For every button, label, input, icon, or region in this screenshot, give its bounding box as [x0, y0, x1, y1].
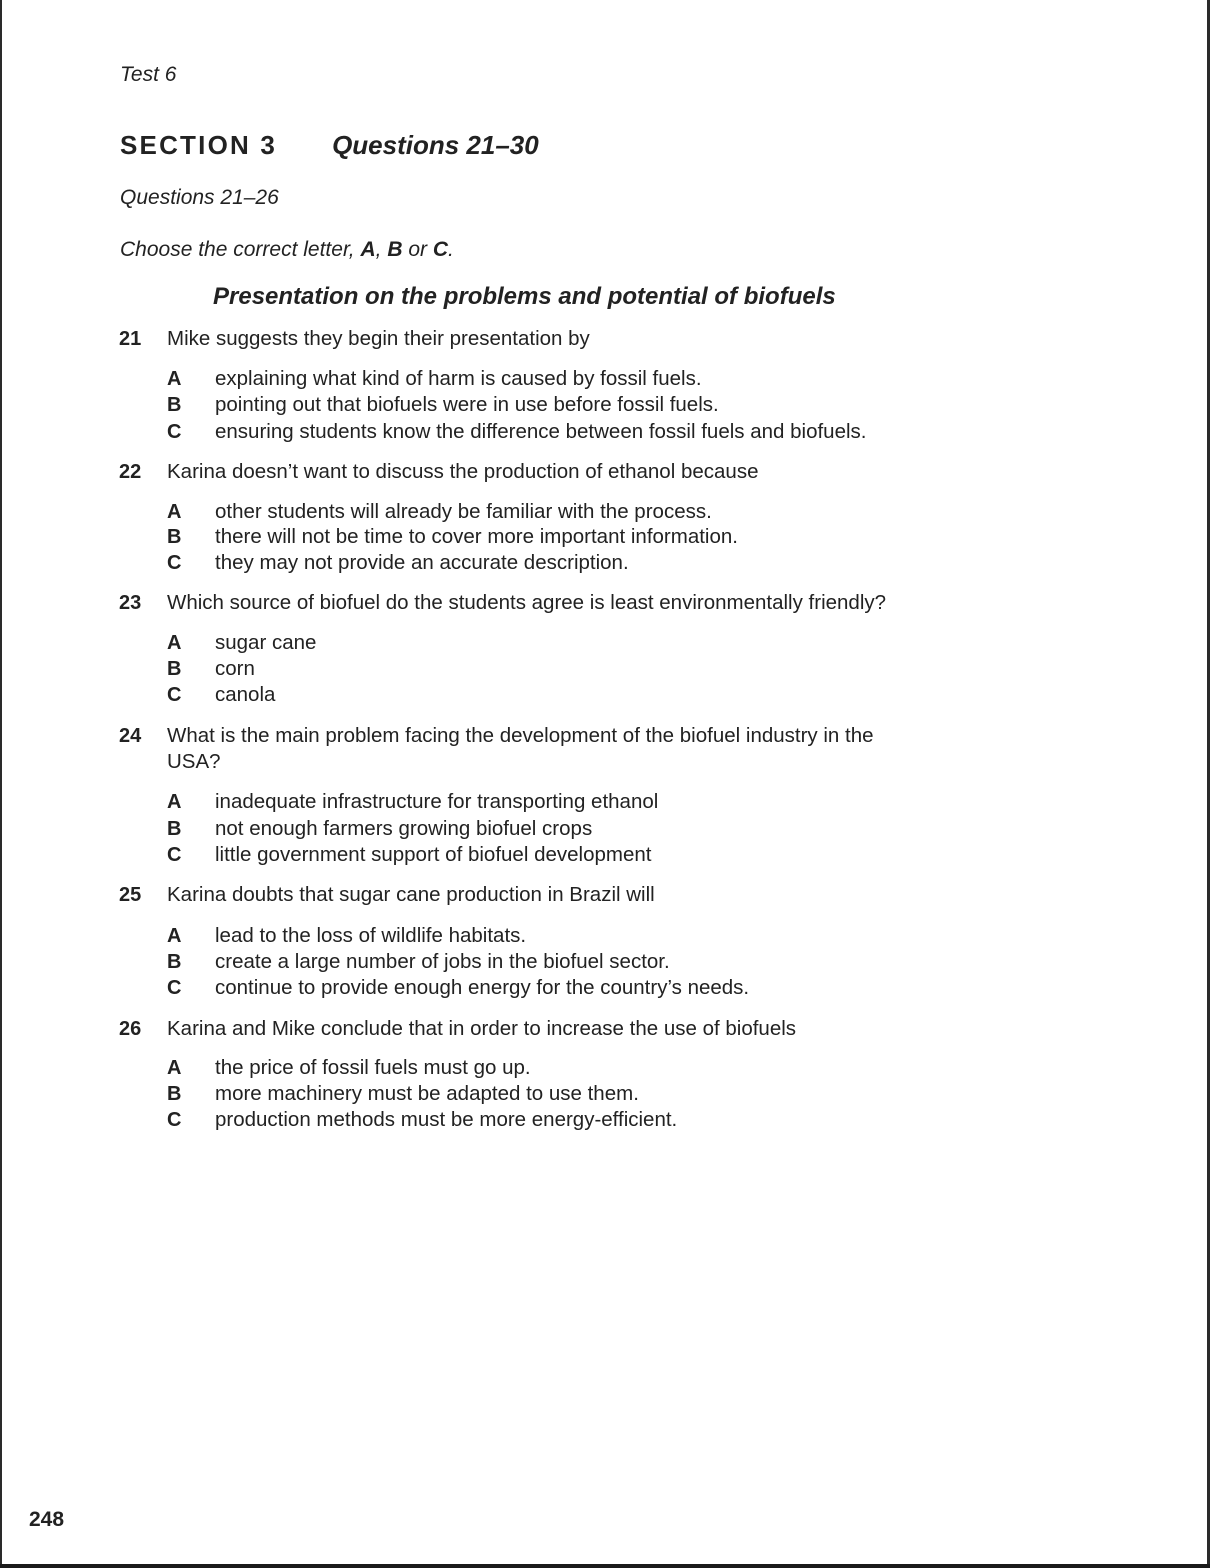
option-text: more machinery must be adapted to use them. — [215, 1082, 639, 1105]
option-letter: B — [167, 951, 182, 973]
option-text: inadequate infrastructure for transporting ethanol — [215, 790, 659, 813]
instruction-letter-c: C — [432, 238, 448, 261]
question-text: Karina doesn’t want to discuss the production of ethanol because — [167, 460, 759, 483]
question-group-heading: Questions 21–26 — [120, 186, 279, 209]
option-26-c[interactable] — [0, 1107, 1210, 1133]
option-text: sugar cane — [215, 631, 317, 654]
option-text: production methods must be more energy-efficient. — [215, 1108, 678, 1131]
option-letter: A — [167, 632, 182, 654]
option-letter: C — [167, 684, 182, 706]
option-letter: B — [167, 526, 182, 548]
question-number: 23 — [119, 592, 142, 614]
option-23-c[interactable] — [0, 682, 1210, 708]
option-letter: A — [167, 791, 182, 813]
question-text: Karina and Mike conclude that in order to increase the use of biofuels — [167, 1017, 797, 1040]
option-text: other students will already be familiar with the process. — [215, 500, 712, 523]
option-letter: C — [167, 421, 182, 443]
option-22-c[interactable] — [0, 550, 1210, 576]
option-letter: B — [167, 1083, 182, 1105]
instruction-separator: , — [375, 238, 388, 261]
option-letter: C — [167, 977, 182, 999]
option-21-c[interactable] — [0, 419, 1210, 445]
option-letter: C — [167, 1109, 182, 1131]
option-22-b[interactable] — [0, 524, 1210, 550]
option-24-b[interactable] — [0, 816, 1210, 842]
section-question-range: Questions 21–30 — [332, 130, 539, 160]
question-number: 25 — [119, 884, 142, 906]
option-text: lead to the loss of wildlife habitats. — [215, 924, 527, 947]
instruction-or: or — [402, 238, 433, 261]
question-number: 26 — [119, 1018, 142, 1040]
option-26-b[interactable] — [0, 1081, 1210, 1107]
option-text: little government support of biofuel development — [215, 843, 652, 866]
option-23-a[interactable] — [0, 630, 1210, 656]
option-letter: B — [167, 658, 182, 680]
option-text: pointing out that biofuels were in use before fossil fuels. — [215, 393, 719, 416]
topic-title: Presentation on the problems and potential of biofuels — [213, 283, 836, 310]
option-letter: A — [167, 925, 182, 947]
option-text: they may not provide an accurate description. — [215, 551, 629, 574]
option-22-a[interactable] — [0, 499, 1210, 525]
question-text: What is the main problem facing the development of the biofuel industry in the USA? — [167, 724, 874, 773]
instruction-text: Choose the correct letter, — [120, 238, 361, 261]
option-text: explaining what kind of harm is caused by fossil fuels. — [215, 367, 702, 390]
instruction — [120, 236, 454, 264]
option-25-a[interactable] — [0, 923, 1210, 949]
option-text: not enough farmers growing biofuel crops — [215, 817, 593, 840]
option-25-b[interactable] — [0, 949, 1210, 975]
page-number: 248 — [29, 1508, 65, 1531]
option-text: canola — [215, 683, 276, 706]
section-title: SECTION 3 — [120, 130, 278, 160]
instruction-letter-a: A — [360, 238, 376, 261]
option-25-c[interactable] — [0, 975, 1210, 1001]
question-number: 22 — [119, 461, 142, 483]
option-text: the price of fossil fuels must go up. — [215, 1056, 531, 1079]
option-letter: C — [167, 552, 182, 574]
option-letter: B — [167, 818, 182, 840]
option-letter: A — [167, 501, 182, 523]
option-text: there will not be time to cover more important information. — [215, 525, 738, 548]
scan-edge-bottom — [0, 1564, 1210, 1568]
option-24-a[interactable] — [0, 789, 1210, 815]
question-text: Mike suggests they begin their presentation by — [167, 327, 590, 350]
option-text: create a large number of jobs in the biofuel sector. — [215, 950, 670, 973]
option-letter: B — [167, 394, 182, 416]
instruction-letter-b: B — [387, 238, 403, 261]
question-number: 21 — [119, 328, 142, 350]
scan-edge-left — [0, 0, 2, 1568]
option-text: corn — [215, 657, 255, 680]
question-text: Which source of biofuel do the students agree is least environmentally friendly? — [167, 591, 887, 614]
question-number: 24 — [119, 725, 142, 747]
option-letter: A — [167, 1057, 182, 1079]
option-26-a[interactable] — [0, 1055, 1210, 1081]
option-21-a[interactable] — [0, 366, 1210, 392]
option-letter: C — [167, 844, 182, 866]
question-text: Karina doubts that sugar cane production in Brazil will — [167, 883, 655, 906]
option-23-b[interactable] — [0, 656, 1210, 682]
option-text: continue to provide enough energy for the country’s needs. — [215, 976, 750, 999]
option-letter: A — [167, 368, 182, 390]
test-label: Test 6 — [120, 63, 177, 86]
section-heading — [120, 129, 539, 161]
option-24-c[interactable] — [0, 842, 1210, 868]
instruction-end: . — [448, 238, 454, 261]
option-21-b[interactable] — [0, 392, 1210, 418]
option-text: ensuring students know the difference between fossil fuels and biofuels. — [215, 420, 867, 443]
